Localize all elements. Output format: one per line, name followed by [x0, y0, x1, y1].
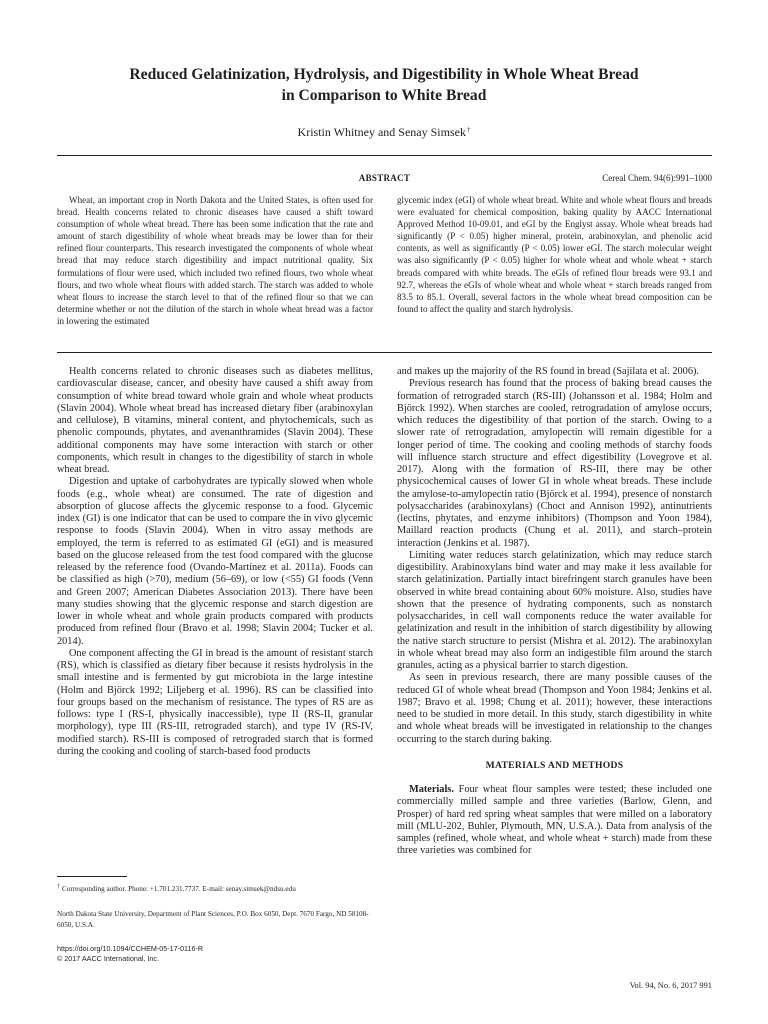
author-line: [0, 125, 768, 140]
section-heading: MATERIALS AND METHODS: [485, 759, 624, 771]
body-paragraph: and makes up the majority of the RS found in bread (Sajilata et al. 2006).: [397, 366, 699, 377]
body-paragraph: Digestion and uptake of carbohydrates are typically slowed when whole foods (e.g., whole wheat) are consumed. The rate of digestion and absorption of glucose affects the glycemic response to a food. Glycemic index (GI) is one indicator that can be used to compare the in vivo glycemic response to foods (Slavin 2004). When in vitro assay methods are employed, the term is referred to as estimated GI (eGI) and is measured based on the glucose released from the test food compared with the glucose released by the reference food (Ovando-Martínez et al. 2011a). Foods can be classified as high (>70), medium (56–69), or low (<55) GI foods (Venn and Green 2007; American Diabetes Association 2013). There have been many studies showing that the glycemic response and starch digestion are lower in whole wheat and whole grain products compared with products produced from refined flour (Bravo et al. 1998; Slavin 2004; Tucker et al. 2014).: [57, 476, 373, 647]
body-right-column: [397, 366, 712, 974]
header-rule: [57, 155, 712, 156]
body-paragraph: Health concerns related to chronic diseases such as diabetes mellitus, cardiovascular disease, cancer, and obesity have caused a shift away from consumption of white bread toward whole grain and whole wheat products (Slavin 2004). Whole wheat bread has increased dietary fiber (arabinoxylan and cellulose), B vitamins, mineral content, and phytochemicals, such as phenolic compounds, phytates, and avenanthramides (Slavin 2004). These additional components may have some interaction with starch or other components, which result in changes to the digestibility of starch in whole wheat bread.: [57, 366, 373, 475]
body-paragraph: Previous research has found that the process of baking bread causes the formation of retrograded starch (RS-III) (Johansson et al. 1984; Holm and Björck 1992). When starches are cooled, retrogradation of amylose occurs, which reduces the digestibility of that portion of the starch. Owing to a slower rate of retrogradation, amylopectin will remain digestible for a longer period of time. The cooking and cooling methods of starchy foods will influence starch structure and effect digestibility (Lovegrove et al. 2017). Along with the formation of RS-III, there may be other physicochemical causes of lower GI in whole wheat breads. These include the amylose-to-amylopectin ratio (Björck et al. 1994), presence of nonstarch polysaccharides (arabinoxylans) (Choct and Annison 1992), antinutrients (lectins, phytates, and enzyme inhibitors) (Thompson and Yoon 1984), Maillard reaction products (Chung et al. 2011), and starch–protein interaction (Jenkins et al. 1987).: [397, 378, 712, 549]
doi-link[interactable]: https://doi.org/10.1094/CCHEM-05-17-0116-R: [57, 944, 204, 953]
affiliation-footnote: North Dakota State University, Department of Plant Sciences, P.O. Box 6050, Dept. 7670 Fargo, ND 58108-6050, U.S.A.: [57, 910, 369, 929]
abstract-right-column: [397, 194, 712, 346]
footnote-corresponding: Corresponding author. Phone: +1.701.231.7737. E-mail: senay.simsek@ndsu.edu: [62, 885, 296, 893]
materials-text: Four wheat flour samples were tested; these included one commercially milled sample and three varieties (Barlow, Glenn, and Prosper) of hard red spring wheat samples that were milled on a laboratory mill (MLU-202, Buhler, Plymouth, MN, U.S.A.). Data from analysis of the samples (refined, whole wheat, and whole wheat + starch) made from these three varieties was combined for: [397, 784, 712, 857]
title-line-1: Reduced Gelatinization, Hydrolysis, and Digestibility in Whole Wheat Bread: [129, 66, 639, 83]
corresponding-author-footnote: [57, 882, 377, 895]
materials-runin-head: Materials.: [409, 784, 454, 795]
journal-citation: Cereal Chem. 94(6):991–1000: [602, 173, 712, 183]
title-line-2: in Comparison to White Bread: [281, 87, 487, 104]
doi-block: [57, 944, 377, 964]
body-paragraph: One component affecting the GI in bread is the amount of resistant starch (RS), which is classified as dietary fiber because it resists hydrolysis in the small intestine and is fermented by gut microbiota in the large intestine (Holm and Björck 1992; Liljeberg et al. 1996). RS can be classified into four groups based on the mechanism of resistance. The types of RS are as follows: type I (RS-I, physically inaccessible), type II (RS-II, granular morphology), type III (RS-III, retrograded starch), and type IV (RS-IV, modified starch). RS-III is composed of retrograded starch that is formed during the cooking and cooling of starch-based food products: [57, 647, 373, 757]
abstract-header: [57, 171, 712, 185]
body-left-column: [57, 366, 373, 854]
materials-paragraph: [397, 784, 712, 858]
copyright-line: © 2017 AACC International, Inc.: [57, 954, 159, 963]
footnote-rule: [57, 876, 127, 877]
abstract-label: ABSTRACT: [358, 173, 411, 183]
footnote-mark: †: [57, 884, 60, 890]
corresponding-author-mark: †: [466, 126, 471, 134]
page-folio: Vol. 94, No. 6, 2017 991: [629, 981, 712, 990]
body-paragraph: As seen in previous research, there are many possible causes of the reduced GI of whole wheat bread (Thompson and Yoon 1984; Jenkins et al. 1987; Bravo et al. 1998; Chung et al. 2011); however, these interactions need to be studied in more detail. In this study, starch digestibility in white and whole wheat breads will be investigated in relationship to the changes occurring to the starch during baking.: [397, 672, 712, 745]
abstract-left-column: [57, 194, 373, 346]
abstract-text-right: glycemic index (eGI) of whole wheat bread. White and whole wheat flours and breads were evaluated for chemical composition, baking quality by AACC International Approved Method 10-09.01, and eGI by the Englyst assay. Whole wheat breads had significantly (P < 0.05) higher mineral, protein, arabinoxylan, and phenolic acid contents, as well as significantly (P < 0.05) lower eGI. The starch molecular weight was also significantly (P < 0.05) higher for whole wheat and whole wheat + starch breads compared with white breads. The eGIs of refined flour breads were 93.1 and 92.7, whereas the eGIs of whole wheat and whole wheat + starch breads ranged from 83.5 to 85.1. Overall, several factors in the whole wheat bread composition can be found to affect the quality and starch hydrolysis.: [397, 195, 712, 314]
abstract-rule: [57, 352, 712, 353]
author-names: Kristin Whitney and Senay Simsek: [297, 125, 466, 139]
abstract-text-left: Wheat, an important crop in North Dakota and the United States, is often used for bread. Health concerns related to chronic diseases have caused a shift toward consumption of whole wheat bread. There has been some indication that the rate and amount of starch digestibility of whole wheat breads may be lower than for their refined flour counterparts. This research investigated the components of whole wheat bread that may reduce starch digestibility and impact nutritional quality. Six formulations of flour were used, which included two refined flours, two whole wheat flours, and two whole wheat flours with added starch. The starch was added to whole wheat flours to increase the starch level to that of the refined flour so that we can determine whether or not the dilution of the starch in whole wheat bread was a factor in lowering the estimated: [57, 195, 373, 326]
article-title: [60, 64, 708, 106]
body-paragraph: Limiting water reduces starch gelatinization, which may reduce starch digestibility. Arabinoxylans bind water and may make it less available for starch gelatinization. Partially intact birefringent starch granules have been observed in white bread containing about 60% moisture. Also, studies have shown that the presence of hydrating components, such as nonstarch polysaccharides, in cell wall components reduce the water available for gelatinization and result in the inhibition of starch digestibility by allowing the native starch structure to persist (Mishra et al. 2012). The arabinoxylan in whole wheat bread may also form an indigestible film around the starch granules, acting as a physical barrier to starch digestion.: [397, 549, 712, 671]
